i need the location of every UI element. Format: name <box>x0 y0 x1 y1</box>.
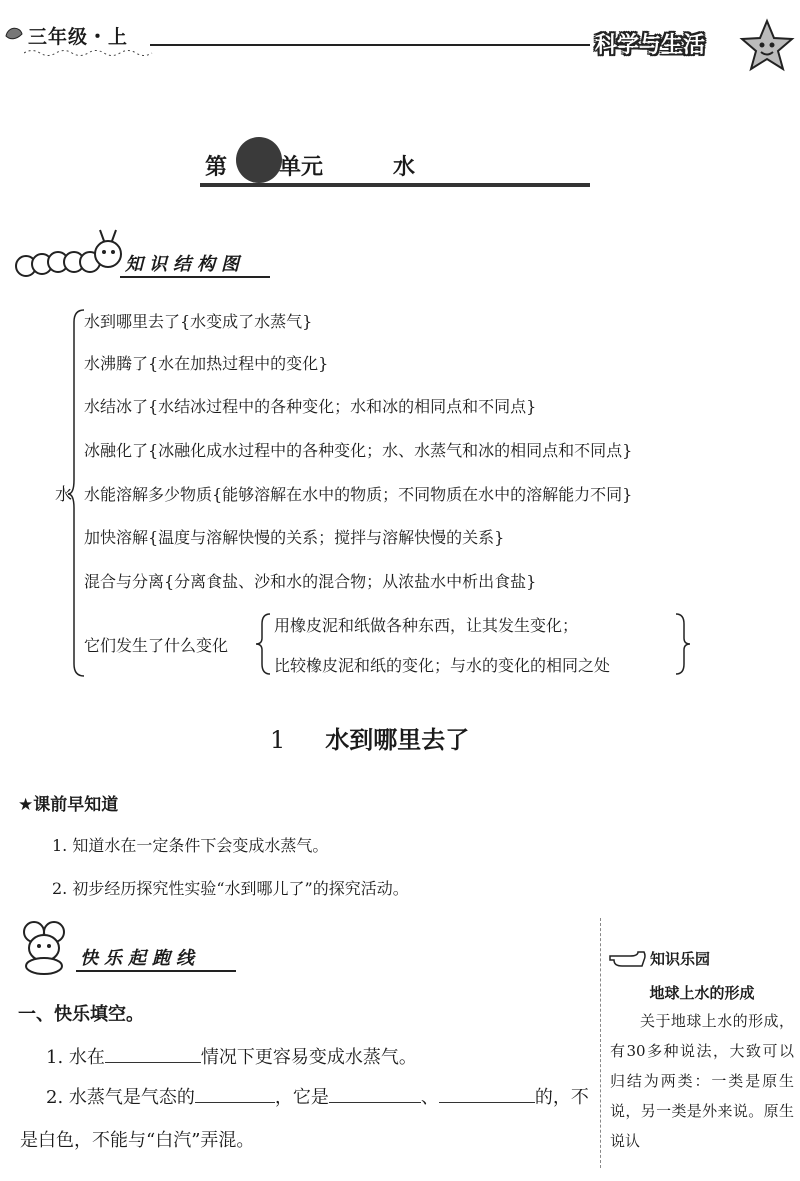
caterpillar-icon <box>12 226 124 288</box>
preview-item: 1. 知道水在一定条件下会变成水蒸气。 <box>52 836 329 855</box>
sub-brace-left <box>254 612 274 676</box>
answer-blank[interactable] <box>105 1044 201 1063</box>
fill-section-heading: 一、快乐填空。 <box>18 1004 144 1025</box>
star-mascot-icon <box>738 18 796 76</box>
header-wave-decoration <box>24 48 154 58</box>
book-title: 科学与生活 <box>595 33 706 58</box>
structure-title-rule <box>120 276 270 278</box>
chapter-title: 1 水到哪里去了 <box>270 725 470 754</box>
preview-heading: ★课前早知道 <box>18 795 119 815</box>
structure-item: 水结冰了{水结冰过程中的各种变化；水和冰的相同点和不同点} <box>84 397 537 416</box>
answer-blank[interactable] <box>439 1084 535 1103</box>
sub-brace-right <box>672 612 692 676</box>
unit-title-underline <box>200 183 590 187</box>
structure-item: 水能溶解多少物质{能够溶解在水中的物质；不同物质在水中的溶解能力不同} <box>84 485 633 504</box>
unit-title: 第 单元 水 <box>205 155 416 180</box>
structure-item: 水沸腾了{水在加热过程中的变化} <box>84 354 329 373</box>
structure-title: 知识结构图 <box>125 254 245 275</box>
sidebar-label: 知识乐园 <box>650 950 711 968</box>
preview-item: 2. 初步经历探究性实验“水到哪儿了”的探究活动。 <box>52 879 409 898</box>
question-1: 1. 水在 情况下更容易变成水蒸气。 <box>46 1043 417 1069</box>
sidebar-text: 关于地球上水的形成，有30多种说法，大致可以归结为两类：一类是原生说，另一类是外来说。原生说认 <box>610 1012 794 1150</box>
structure-item: 冰融化了{冰融化成水过程中的各种变化；水、水蒸气和冰的相同点和不同点} <box>84 441 633 460</box>
answer-blank[interactable] <box>195 1084 275 1103</box>
sidebar-separator <box>600 918 601 1168</box>
leaf-icon <box>2 22 26 46</box>
practice-title: 快乐起跑线 <box>80 948 200 969</box>
structure-item: 加快溶解{温度与溶解快慢的关系；搅拌与溶解快慢的关系} <box>84 528 505 547</box>
practice-title-rule <box>76 970 236 972</box>
structure-root: 水 <box>55 485 72 505</box>
question-2: 2. 水蒸气是气态的 ，它是 、 的，不 <box>46 1083 589 1109</box>
pointing-hand-icon <box>608 944 648 970</box>
structure-sub-item: 用橡皮泥和纸做各种东西，让其发生变化； <box>274 616 579 635</box>
structure-sub-item: 比较橡皮泥和纸的变化；与水的变化的相同之处 <box>274 656 611 675</box>
structure-item: 水到哪里去了{水变成了水蒸气} <box>84 312 313 331</box>
question-2-continued: 是白色，不能与“白汽”弄混。 <box>20 1130 255 1151</box>
header-rule <box>150 44 590 46</box>
structure-item: 混合与分离{分离食盐、沙和水的混合物；从浓盐水中析出食盐} <box>84 572 537 591</box>
grade-label: 三年级・上 <box>28 26 129 48</box>
answer-blank[interactable] <box>329 1084 421 1103</box>
mouse-icon <box>14 918 76 976</box>
structure-item: 它们发生了什么变化 <box>84 636 229 655</box>
sidebar-title: 地球上水的形成 <box>649 984 755 1002</box>
